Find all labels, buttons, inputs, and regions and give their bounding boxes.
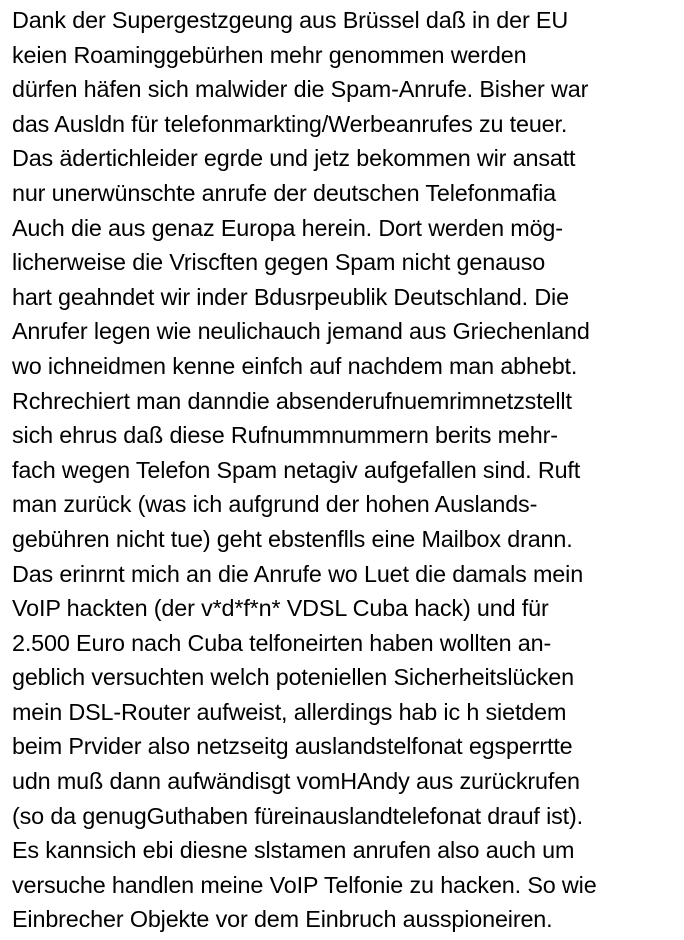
text-line-9: hart geahndet wir inder Bdusrpeublik Deutschland. Die: [12, 283, 569, 310]
text-line-5: Das ädertichleider egrde und jetz bekommen wir ansatt: [12, 145, 576, 172]
text-line-3: dürfen häfen sich malwider die Spam-Anrufe. Bisher war: [12, 76, 589, 103]
text-line-16: gebühren nicht tue) geht ebstenflls eine Mailbox drann.: [12, 525, 573, 552]
text-line-4: das Ausldn für telefonmarkting/Werbeanrufes zu teuer.: [12, 110, 568, 137]
text-line-24: (so da genugGuthaben füreinauslandtelefonat drauf ist).: [12, 802, 583, 829]
text-line-1: Dank der Supergestzgeung aus Brüssel daß in der EU: [12, 7, 569, 33]
text-line-26: versuche handlen meine VoIP Telfonie zu hacken. So wie: [12, 871, 597, 898]
text-line-23: udn muß dann aufwändisgt vomHAndy aus zurückrufen: [12, 768, 580, 795]
text-line-17: Das erinrnt mich an die Anrufe wo Luet die damals mein: [12, 560, 584, 587]
text-line-25: Es kannsich ebi diesne slstamen anrufen also auch um: [12, 837, 575, 864]
text-line-22: beim Prvider also netzseitg auslandstelfonat egsperrtte: [12, 733, 573, 760]
text-line-8: licherweise die Vriscften gegen Spam nicht genauso: [12, 249, 546, 276]
text-line-2: keien Roaminggebürhen mehr genommen werden: [12, 41, 527, 68]
text-line-27: Einbrecher Objekte vor dem Einbruch ausspioneiren.: [12, 906, 553, 933]
body-text: [12, 3, 680, 937]
text-line-12: Rchrechiert man danndie absenderufnuemrimnetzstellt: [12, 387, 572, 414]
text-line-13: sich ehrus daß diese Rufnummnummern berits mehr-: [12, 422, 558, 449]
text-line-7: Auch die aus genaz Europa herein. Dort werden mög-: [12, 214, 563, 241]
text-line-19: 2.500 Euro nach Cuba telfoneirten haben wollten an-: [12, 629, 552, 656]
text-line-10: Anrufer legen wie neulichauch jemand aus Griechenland: [12, 318, 590, 345]
text-line-14: fach wegen Telefon Spam netagiv aufgefallen sind. Ruft: [12, 456, 581, 483]
text-line-6: nur unerwünschte anrufe der deutschen Telefonmafia: [12, 179, 557, 206]
text-line-21: mein DSL-Router aufweist, allerdings hab ic h sietdem: [12, 698, 567, 725]
text-line-11: wo ichneidmen kenne einfch auf nachdem man abhebt.: [12, 352, 578, 379]
text-line-15: man zurück (was ich aufgrund der hohen Auslands-: [12, 491, 538, 518]
text-line-20: geblich versuchten welch poteniellen Sicherheitslücken: [12, 664, 574, 691]
text-line-18: VoIP hackten (der v*d*f*n* VDSL Cuba hack) und für: [12, 595, 549, 622]
